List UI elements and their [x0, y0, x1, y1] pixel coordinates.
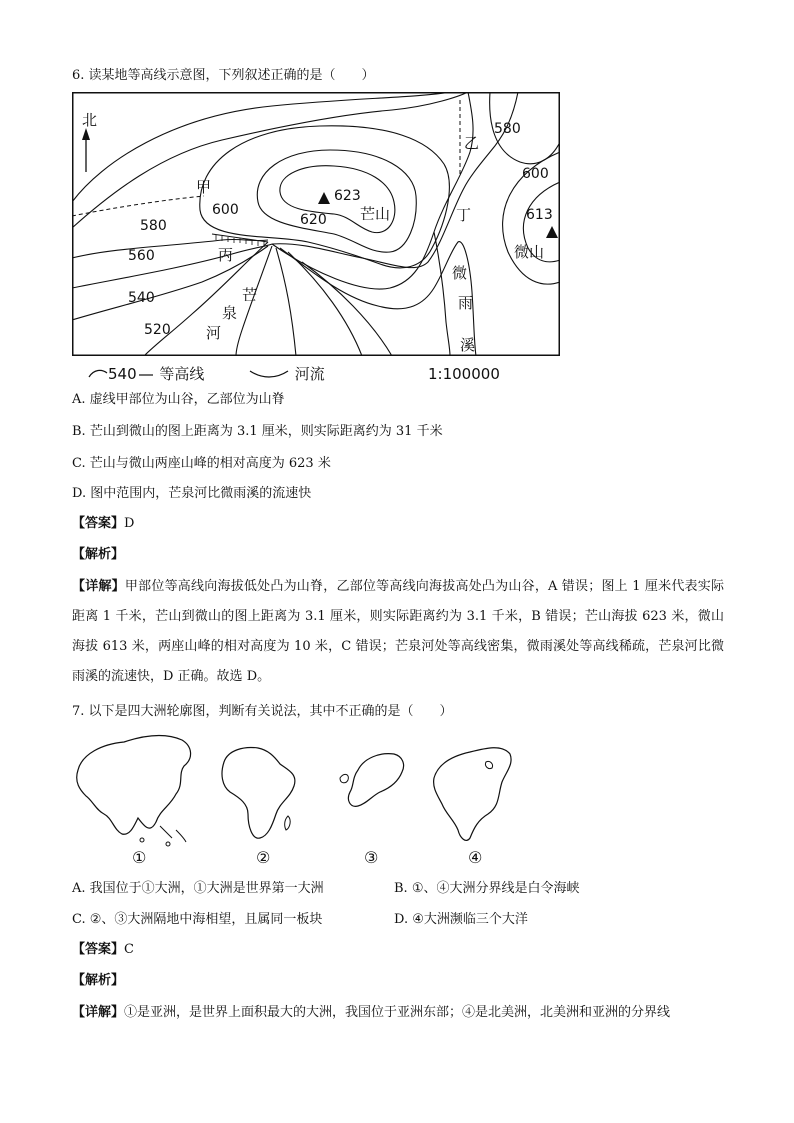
river-label-char: 溪: [460, 336, 476, 354]
legend-river: [248, 364, 325, 384]
river-label-char: 雨: [458, 294, 474, 312]
label-jia: 甲: [196, 178, 212, 196]
option-d: D. ④大洲濒临三个大洋: [394, 912, 528, 927]
elevation-label: 600: [522, 166, 549, 182]
elevation-label: 623: [334, 188, 361, 204]
legend-contour: [88, 364, 204, 384]
legend-contour-label: 等高线: [159, 365, 205, 383]
continent-label-3: ③: [364, 848, 379, 867]
option-c: C. ②、③大洲隔地中海相望，且属同一板块: [72, 912, 323, 927]
label-ding: 丁: [456, 206, 472, 224]
detail-tag: 【详解】: [72, 579, 125, 594]
analysis-label: 【解析】: [72, 547, 125, 562]
analysis-tag: [72, 546, 124, 564]
river-label-char: 河: [206, 324, 222, 342]
label-yi: 乙: [464, 134, 480, 152]
option-a: A. 虚线甲部位为山谷，乙部位为山脊: [72, 392, 285, 407]
detail-paragraph: [72, 998, 724, 1028]
answer-tag: 【答案】: [72, 942, 125, 957]
legend-contour-value: 540: [108, 365, 137, 383]
option-a: A. 我国位于①大洲，①大洲是世界第一大洲: [72, 881, 324, 896]
legend-contour-line-icon: [88, 367, 108, 381]
contour-map: [72, 92, 560, 356]
detail-tag: 【详解】: [72, 1005, 125, 1020]
label-mangshan: 芒山: [360, 205, 391, 223]
elevation-label: 560: [128, 248, 155, 264]
continent-label-1: ①: [132, 848, 147, 867]
river-label-char: 泉: [222, 304, 238, 322]
question-6-stem: 6. 读某地等高线示意图，下列叙述正确的是（ ）: [72, 68, 375, 83]
analysis-tag: [72, 972, 124, 990]
continent-europe-image: [336, 748, 410, 816]
analysis-label: 【解析】: [72, 973, 125, 988]
label-bing: 丙: [218, 246, 234, 264]
continent-africa-image: [218, 742, 302, 846]
option-c: C. 芒山与微山两座山峰的相对高度为 623 米: [72, 456, 331, 471]
elevation-label: 613: [526, 207, 553, 223]
detail-text: 甲部位等高线向海拔低处凸为山脊，乙部位等高线向海拔高处凸为山谷，A 错误；图上 1 厘米代表实际距离 1 千米，芒山到微山的图上距离为 3.1 厘米，则实际距离约为 3.1 千米，B 错误；芒山海拔 623 米，微山海拔 613 米，两座山峰的相对高度为 10 米，C 错误；芒泉河处等高线密集，微雨溪处等高线稀疏，芒泉河比微雨溪的流速快，D 正确。故选 D。: [72, 579, 724, 684]
elevation-label: 540: [128, 290, 155, 306]
elevation-label: 520: [144, 322, 171, 338]
answer-line: [72, 515, 134, 533]
answer-value: C: [124, 942, 134, 957]
river-label-char: 微: [452, 264, 468, 282]
legend-river-icon: [248, 367, 290, 381]
continent-label-2: ②: [256, 848, 271, 867]
elevation-label: 580: [140, 218, 167, 234]
answer-line: [72, 941, 134, 959]
elevation-label: 600: [212, 202, 239, 218]
legend-river-label: 河流: [294, 365, 325, 383]
detail-paragraph: [72, 572, 724, 692]
label-weishan: 微山: [514, 243, 545, 261]
option-b: B. ①、④大洲分界线是白令海峡: [394, 881, 580, 896]
question-7-stem: 7. 以下是四大洲轮廓图，判断有关说法，其中不正确的是（ ）: [72, 704, 453, 719]
elevation-label: 620: [300, 212, 327, 228]
answer-tag: 【答案】: [72, 516, 125, 531]
continent-label-4: ④: [468, 848, 483, 867]
option-b: B. 芒山到微山的图上距离为 3.1 厘米，则实际距离约为 31 千米: [72, 424, 443, 439]
answer-value: D: [124, 516, 135, 531]
elevation-label: 580: [494, 121, 521, 137]
north-label: 北: [82, 111, 98, 129]
river-label-char: 芒: [242, 286, 258, 304]
option-d: D. 图中范围内，芒泉河比微雨溪的流速快: [72, 486, 312, 501]
map-scale: 1:100000: [428, 365, 500, 383]
continent-asia-image: [72, 730, 196, 852]
continent-north-america-image: [430, 742, 514, 850]
detail-text: ①是亚洲，是世界上面积最大的大洲，我国位于亚洲东部；④是北美洲，北美洲和亚洲的分界线: [124, 1005, 671, 1020]
